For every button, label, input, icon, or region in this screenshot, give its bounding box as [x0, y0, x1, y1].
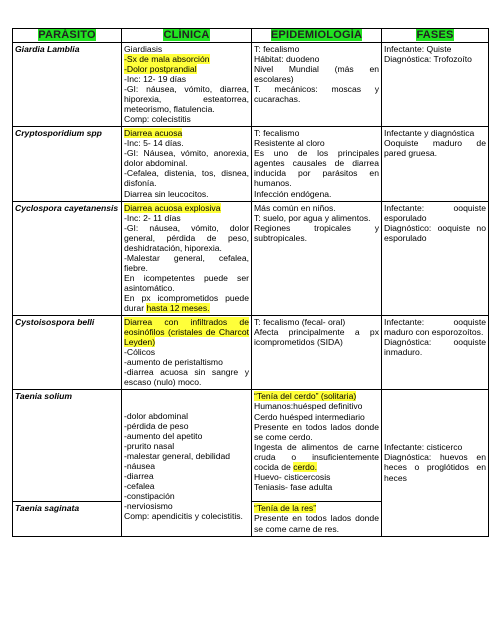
saginata-epi-title: “Tenía de la res”	[254, 503, 317, 514]
epi-line: Presente en todos lados donde se come cerdo.	[254, 421, 379, 442]
fases-cell	[382, 316, 489, 390]
header-clinica: CLÍNICA	[122, 29, 252, 43]
cell-line: Infectante: cisticerco	[384, 442, 463, 453]
cell-line: Ooquiste maduro de pared gruesa.	[384, 138, 486, 159]
cell-line: Comp: colecistitis	[124, 114, 191, 125]
cell-line: Infectante: ooquiste esporulado	[384, 202, 486, 223]
epidemiologia-cell	[252, 42, 382, 126]
clinica-cell	[122, 201, 252, 316]
cell-line: Regiones tropicales y subtropicales.	[254, 222, 379, 243]
header-epidemiologia: EPIDEMIOLOGÍA	[252, 29, 382, 43]
clinica-cell	[122, 316, 252, 390]
cell-line: T. mecánicos: moscas y cucarachas.	[254, 84, 379, 105]
cell-line: En icompetentes puede ser asintomático.	[124, 272, 249, 293]
cell-line: -prurito nasal	[124, 440, 175, 451]
cell-line: -cefalea	[124, 481, 155, 492]
cell-line: Infectante: ooquiste maduro con esporozoítos.	[384, 317, 486, 338]
table-row	[13, 390, 489, 502]
cell-line: Resistente al cloro	[254, 138, 325, 149]
cell-line: T: fecalismo	[254, 43, 300, 54]
cell-line: -diarrea acuosa sin sangre y escaso (nulo) moco.	[124, 367, 249, 388]
cell-line: -aumento de peristaltismo	[124, 357, 223, 368]
epidemiologia-cell	[252, 316, 382, 390]
parasite-name: Giardia Lamblia	[13, 42, 122, 126]
cell-line: -constipación	[124, 491, 175, 502]
cell-line: Hábitat: duodeno	[254, 53, 320, 64]
cell-line: Diarrea con infiltrados de eosinófilos (cristales de Charcot Leyden)	[124, 317, 249, 348]
solium-epi-title: “Tenía del cerdo” (solitaria)	[254, 391, 357, 402]
fases-cell	[382, 127, 489, 201]
epi-line: Humanos:huésped definitivo	[254, 401, 363, 412]
table-row	[13, 127, 489, 201]
cell-line: -nerviosismo	[124, 501, 173, 512]
cell-line: -dolor abdominal	[124, 410, 189, 421]
epi-line: Cerdo huésped intermediario	[254, 411, 365, 422]
epidemiologia-cell	[252, 502, 382, 536]
header-row	[13, 29, 489, 43]
cell-line: -GI: náusea, vómito, dolor general, pérdida de peso, deshidratación, hiporexia.	[124, 222, 249, 253]
cell-line: -Cefalea, distenia, tos, disnea, disfonía.	[124, 168, 249, 189]
cell-line: Infectante y diagnóstica	[384, 128, 475, 139]
epi-ingesta: Ingesta de alimentos de carne cruda o insuficientemente cocida de cerdo.	[254, 441, 379, 472]
cell-line: Diagnóstica: ooquiste inmaduro.	[384, 337, 486, 358]
cell-line: -malestar general, debilidad	[124, 450, 231, 461]
cell-line: Diarrea acuosa explosiva	[124, 202, 221, 213]
cell-line: -Cólicos	[124, 347, 156, 358]
table-row	[13, 201, 489, 316]
table-row	[13, 316, 489, 390]
parasite-name: Taenia saginata	[13, 502, 122, 536]
cell-line: Es uno de los principales agentes causales de diarrea inducida por parásitos en humanos.	[254, 148, 379, 189]
cell-line: -GI: náusea, vómito, diarrea, hiporexia, esteatorrea, meteorismo, flatulencia.	[124, 84, 249, 115]
epi-line: Huevo- cisticercosis	[254, 471, 331, 482]
clinica-last-line: En px icomprometidos puede durar hasta 12 meses.	[124, 292, 249, 314]
cell-line: -náusea	[124, 460, 156, 471]
cell-line: T: fecalismo (fecal- oral)	[254, 317, 346, 328]
cell-line: T: fecalismo	[254, 128, 300, 139]
epi-line: Teniasis- fase adulta	[254, 481, 333, 492]
cell-line: Diagnóstica: huevos en heces o proglótidos en heces	[384, 452, 486, 483]
cell-line: -Malestar general, cefalea, fiebre.	[124, 252, 249, 273]
cell-line: -Sx de mala absorción	[124, 53, 210, 64]
epidemiologia-cell	[252, 390, 382, 502]
cell-line: Más común en niños.	[254, 202, 336, 213]
cell-line: Comp: apendicitis y colecistitis.	[124, 511, 243, 522]
header-fases: FASES	[382, 29, 489, 43]
parasite-name: Cryptosporidium spp	[13, 127, 122, 201]
cell-line: -Dolor postprandial	[124, 63, 197, 74]
cell-line: Diagnóstica: Trofozoíto	[384, 53, 472, 64]
parasite-name: Cyclospora cayetanensis	[13, 201, 122, 316]
parasite-name: Taenia solium	[13, 390, 122, 502]
cell-line: Giardiasis	[124, 43, 163, 54]
fases-cell	[382, 390, 489, 536]
cell-line: Nivel Mundial (más en escolares)	[254, 63, 379, 84]
fases-cell	[382, 42, 489, 126]
parasite-table	[12, 28, 489, 537]
cell-line: Diarrea acuosa	[124, 128, 183, 139]
cell-line: Diagnóstico: ooquiste no esporulado	[384, 222, 486, 243]
fases-cell	[382, 201, 489, 316]
clinica-cell	[122, 42, 252, 126]
cell-line: -Inc: 5- 14 días.	[124, 138, 184, 149]
cell-line: -aumento del apetito	[124, 430, 203, 441]
cell-line: -diarrea	[124, 471, 154, 481]
cell-line: T: suelo, por agua y alimentos.	[254, 212, 371, 223]
cell-line: -Inc: 2- 11 días	[124, 212, 181, 223]
clinica-cell	[122, 127, 252, 201]
cell-line: Afecta principalmente a px icomprometidos (SIDA)	[254, 327, 379, 348]
table-row	[13, 42, 489, 126]
epidemiologia-cell	[252, 201, 382, 316]
cell-line: -GI: Náusea, vómito, anorexia, dolor abdominal.	[124, 148, 249, 169]
cell-line: Infección endógena.	[254, 188, 332, 199]
cell-line: Diarrea sin leucocitos.	[124, 188, 209, 199]
parasite-name: Cystoisospora belli	[13, 316, 122, 390]
header-parasito: PARÁSITO	[13, 29, 122, 43]
clinica-cell	[122, 390, 252, 536]
cell-line: -Inc: 12- 19 días	[124, 74, 187, 84]
epidemiologia-cell	[252, 127, 382, 201]
epi-line: Presente en todos lados donde se come carne de res.	[254, 513, 379, 534]
cell-line: -pérdida de peso	[124, 420, 189, 431]
cell-line: Infectante: Quiste	[384, 43, 452, 54]
